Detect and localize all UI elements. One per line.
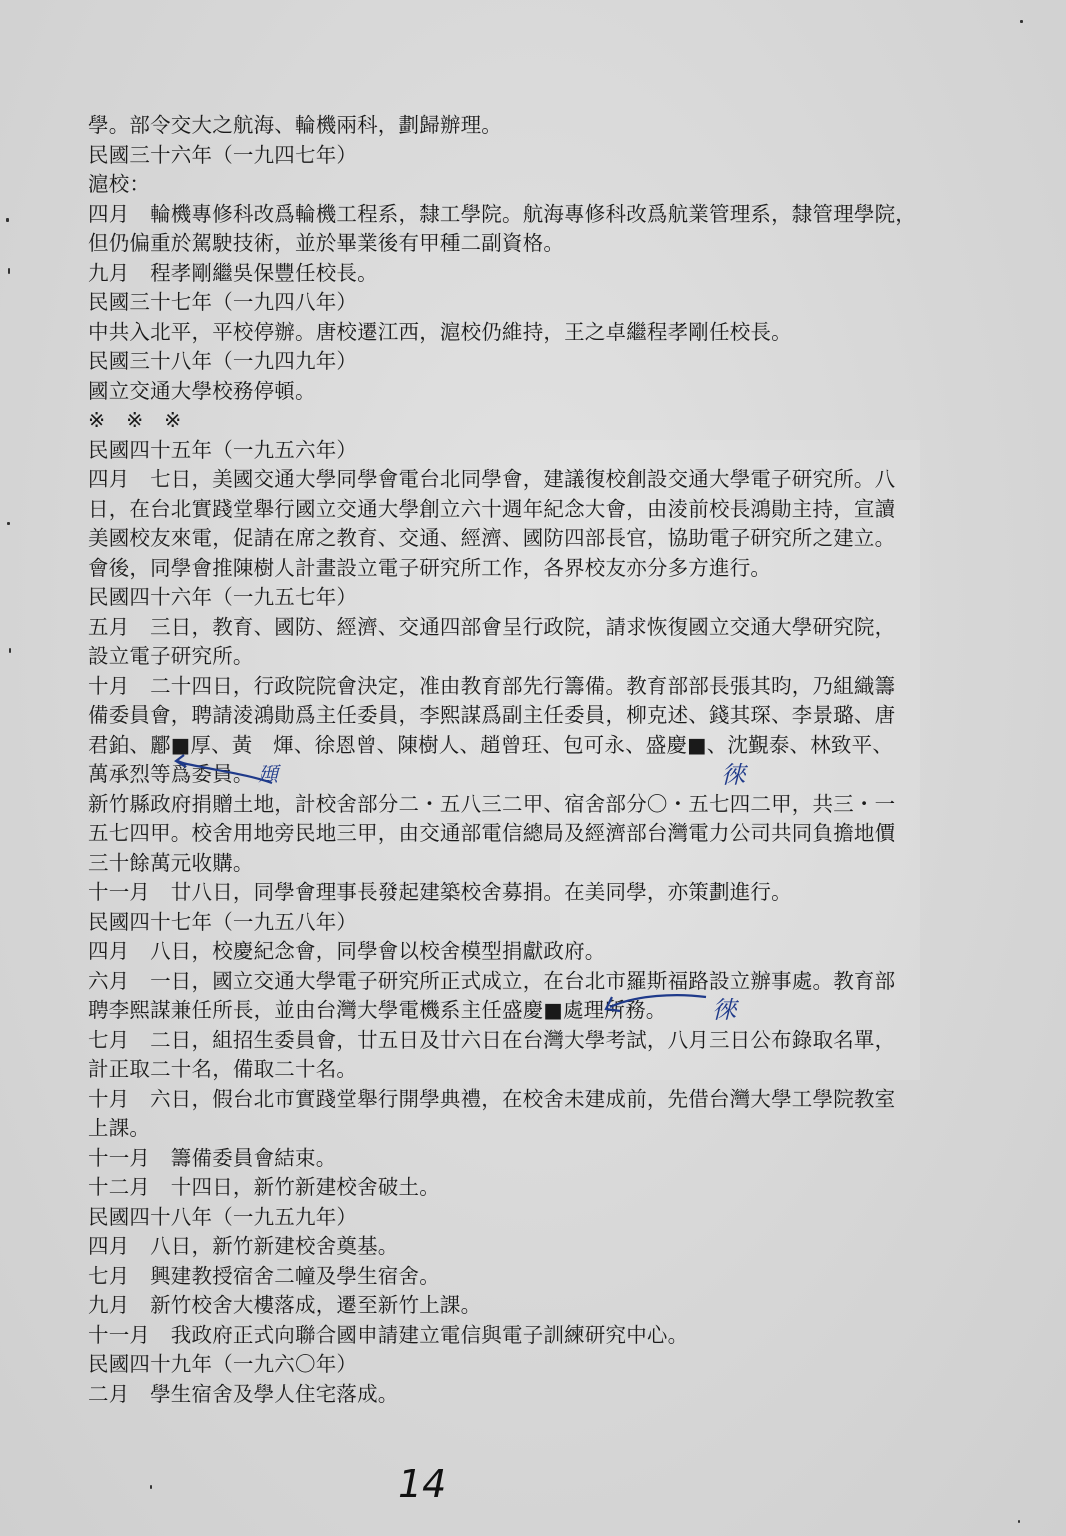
text-line: 會後，同學會推陳樹人計畫設立電子研究所工作，各界校友亦分多方進行。 [88,555,772,580]
section-separator: ※ ※ ※ [88,408,182,432]
handwritten-correction: 頲 [258,762,278,786]
text-line: 備委員會，聘請淩鴻勛爲主任委員，李熙謀爲副主任委員，柳克述、錢其琛、李景璐、唐 [88,703,896,727]
text-line: 九月 新竹校舍大樓落成，遷至新竹上課。 [88,1293,482,1317]
year-heading: 民國四十七年（一九五八年） [88,909,358,934]
text-line: 但仍偏重於駕駛技術，並於畢業後有甲種二副資格。 [88,231,565,255]
scan-speck [1020,20,1023,23]
year-heading: 民國四十六年（一九五七年） [88,585,358,609]
text-line [88,1409,958,1439]
year-heading: 民國四十五年（一九五六年） [88,437,358,462]
text-line: 七月 二日，組招生委員會，廿五日及廿六日在台灣大學考試，八月三日公布錄取名單， [88,1027,896,1052]
text-line: 三十餘萬元收購。 [88,850,254,875]
text-line: 十一月 廿八日，同學會理事長發起建築校舍募捐。在美同學，亦策劃進行。 [88,880,792,904]
text-line: 十月 二十四日，行政院院會決定，准由教育部先行籌備。教育部部長張其昀，乃組織籌 [88,673,896,698]
scan-speck [150,1485,152,1489]
text-line: 四月 八日，校慶紀念會，同學會以校舍模型捐獻政府。 [88,939,606,963]
text-line: 九月 程孝剛繼吳保豐任校長。 [88,260,378,285]
text-line: 君鉑、酈■厚、黃 煇、徐恩曾、陳樹人、趙曾玨、包可永、盛慶■、沈覲泰、林致平、 [88,732,894,757]
text-line: 六月 一日，國立交通大學電子研究所正式成立，在台北市羅斯福路設立辦事處。教育部 [88,968,896,993]
text-line: 中共入北平，平校停辦。唐校遷江西，滬校仍維持，王之卓繼程孝剛任校長。 [88,319,792,344]
text-line: 聘李熙謀兼任所長，並由台灣大學電機系主任盛慶■處理所務。 [88,998,667,1022]
year-heading: 四月 八日，新竹新建校舍奠基。 [88,1234,399,1258]
text-line: 美國校友來電，促請在席之教育、交通、經濟、國防四部長官，協助電子研究所之建立。 [88,526,896,550]
text-line: 學。部令交大之航海、輪機兩科，劃歸辦理。 [88,113,502,137]
text-line: 十二月 十四日，新竹新建校舍破土。 [88,1175,440,1199]
text-line: 十月 六日，假台北市實踐堂舉行開學典禮，在校舍未建成前，先借台灣大學工學院教室 [88,1086,896,1111]
campus-heading: 滬校： [88,172,151,196]
text-line: 五月 三日，教育、國防、經濟、交通四部會呈行政院，請求恢復國立交通大學研究院， [88,614,896,639]
text-line: 民國四十八年（一九五九年） [88,1204,358,1229]
page-number: 14 [398,1462,447,1506]
text-line: 四月 輪機專修科改爲輪機工程系，隸工學院。航海專修科改爲航業管理系，隸管理學院， [88,201,916,226]
text-line: 五七四甲。校舍用地旁民地三甲，由交通部電信總局及經濟部台灣電力公司共同負擔地價 [88,821,896,845]
text-line: 上課。 [88,1116,151,1140]
year-heading: 二月 學生宿舍及學人住宅落成。 [88,1381,399,1406]
year-heading: 民國三十七年（一九四八年） [88,290,358,314]
year-heading: 民國三十八年（一九四九年） [88,349,358,373]
text-line: 十一月 我政府正式向聯合國申請建立電信與電子訓練研究中心。 [88,1322,689,1347]
year-heading: 民國三十六年（一九四七年） [88,142,358,167]
handwritten-correction-arrow [596,985,716,1025]
text-line: 計正取二十名，備取二十名。 [88,1057,358,1081]
scan-speck [6,218,9,222]
scan-speck [8,268,10,274]
text-line: 七月 興建教授宿舍二幢及學生宿舍。 [88,1263,440,1288]
scan-speck [1018,1520,1020,1523]
text-line: 萬承烈等爲委員。 [88,762,254,786]
text-line: 日，在台北實踐堂舉行國立交通大學創立六十週年紀念大會，由淩前校長鴻勛主持，宣讀 [88,496,896,521]
handwritten-correction: 徠 [712,996,736,1024]
text-line: 十一月 籌備委員會結束。 [88,1145,337,1170]
text-line: 新竹縣政府捐贈土地，計校舍部分二・五八三二甲、宿舍部分〇・五七四二甲，共三・一 [88,791,896,816]
scan-speck [7,522,10,525]
text-line: 四月 七日，美國交通大學同學會電台北同學會，建議復校創設交通大學電子研究所。八 [88,467,896,491]
text-line: 國立交通大學校務停頓。 [88,378,316,403]
handwritten-correction: 徠 [721,761,745,789]
text-line: 民國四十九年（一九六〇年） [88,1352,358,1376]
text-line: 設立電子研究所。 [88,644,254,668]
scan-speck [9,648,11,653]
